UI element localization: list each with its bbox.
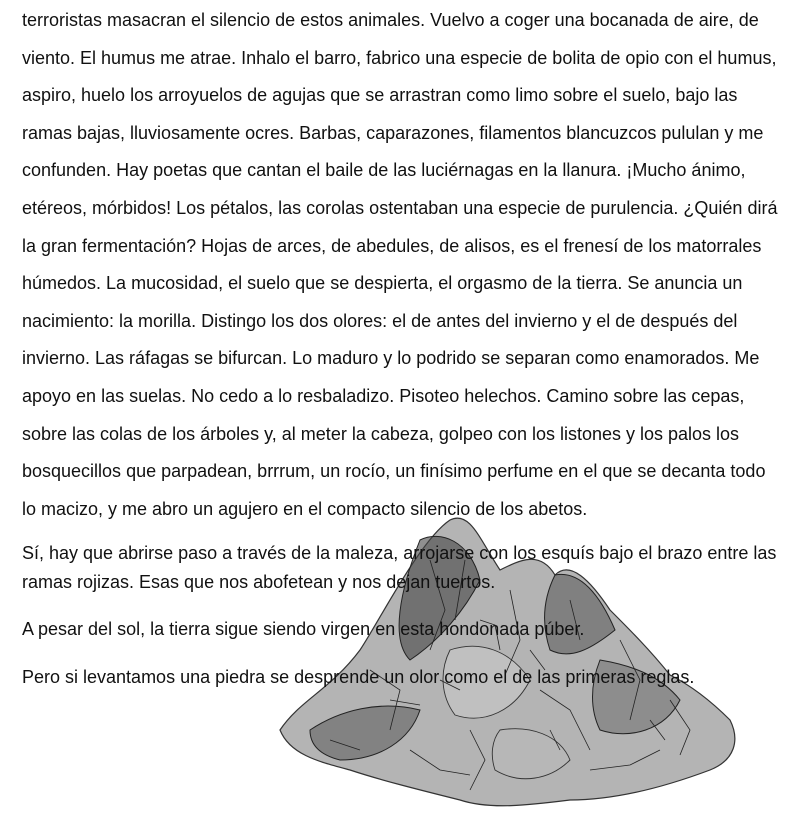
paragraph-1: terroristas masacran el silencio de estos animales. Vuelvo a coger una bocanada de aire, de viento. El humus me atrae. Inhalo el barro, fabrico una especie de bolita de opio con el humus, aspiro, huelo los arroyuelos de agujas que se arrastran como limo sobre el suelo, bajo las ramas bajas, lluviosamente ocres. Barbas, caparazones, filamentos blancuzcos pululan y me confunden. Hay poetas que cantan el baile de las luciérnagas en la llanura. ¡Mucho ánimo, etéreos, mórbidos! Los pétalos, las corolas ostentaban una especie de purulencia. ¿Quién dirá la gran fermentación? Hojas de arces, de abedules, de alisos, es el frenesí de los matorrales húmedos. La mucosidad, el suelo que se despierta, el orgasmo de la tierra. Se anuncia un nacimiento: la morilla. Distingo los dos olores: el de antes del invierno y el de después del invierno. Las ráfagas se bifurcan. Lo maduro y lo podrido se separan como enamorados. Me apoyo en las suelas. No cedo a lo resbaladizo. Pisoteo helechos. Camino sobre las cepas, sobre las colas de los árboles y, al meter la cabeza, golpeo con los listones y los palos los bosquecillos que parpadean, brrrum, un rocío, un finísimo perfume en el que se decanta todo lo macizo, y me abro un agujero en el compacto silencio de los abetos.	[22, 10, 778, 519]
paragraph-2: Sí, hay que abrirse paso a través de la maleza, arrojarse con los esquís bajo el brazo entre las ramas rojizas. Esas que nos abofetean y nos dejan tuertos.	[22, 543, 777, 593]
paragraph-4: Pero si levantamos una piedra se desprende un olor como el de las primeras reglas.	[22, 667, 695, 688]
paragraph-3: A pesar del sol, la tierra sigue siendo virgen en esta hondonada púber.	[22, 619, 585, 640]
